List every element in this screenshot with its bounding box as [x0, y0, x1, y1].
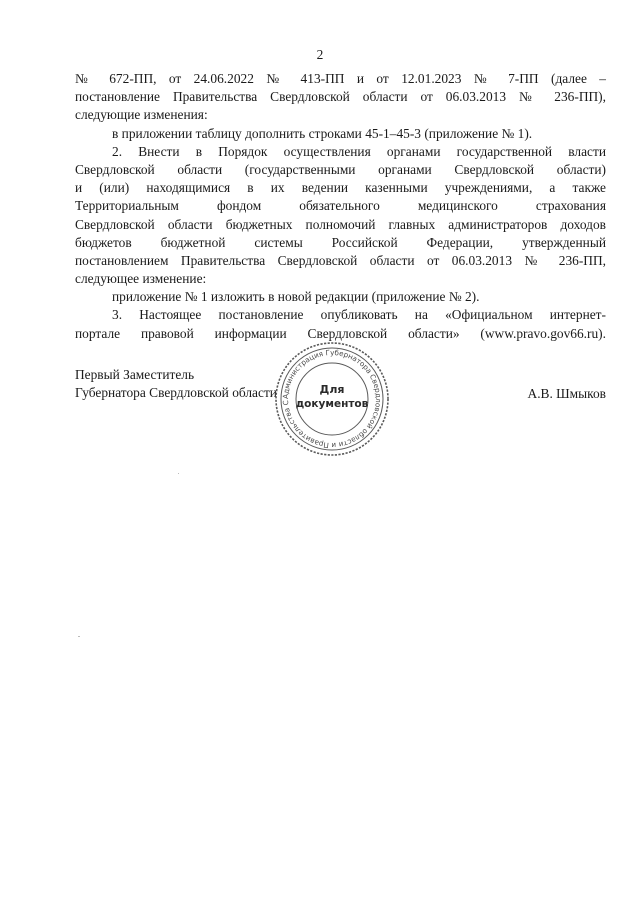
- text-line: и (или) находящимися в их ведении казенными учреждениями, а также: [75, 180, 606, 196]
- page-number: 2: [316, 47, 324, 62]
- text-line: Территориальным фондом обязательного медицинского страхования: [75, 198, 606, 214]
- text-line: 2. Внести в Порядок осуществления органами государственной власти: [112, 143, 606, 159]
- text-line: постановлением Правительства Свердловской области от 06.03.2013 № 236-ПП,: [75, 252, 606, 268]
- text-line: следующее изменение:: [75, 271, 207, 287]
- text-line: портале правовой информации Свердловской области» (www.pravo.gov66.ru).: [75, 325, 606, 341]
- signatory-title-line2: Губернатора Свердловской области: [75, 385, 277, 401]
- text-line: № 672-ПП, от 24.06.2022 № 413-ПП и от 12.01.2023 № 7-ПП (далее –: [75, 71, 606, 86]
- stamp-text-line2: документов: [295, 398, 369, 410]
- signatory-title-line1: Первый Заместитель: [75, 367, 195, 382]
- text-line: постановление Правительства Свердловской области от 06.03.2013 № 236-ПП),: [75, 89, 606, 105]
- text-line: в приложении таблицу дополнить строками 45-1–45-3 (приложение № 1).: [112, 125, 533, 141]
- scan-speck: [178, 473, 179, 474]
- text-line: приложение № 1 изложить в новой редакции (приложение № 2).: [112, 289, 480, 305]
- body-text: [75, 70, 606, 343]
- stamp-text-line1: Для: [319, 383, 345, 396]
- text-line: бюджетов бюджетной системы Российской Федерации, утвержденный: [75, 234, 606, 250]
- signatory-name: А.В. Шмыков: [527, 386, 606, 401]
- scan-speck: [78, 636, 80, 637]
- text-line: Свердловской области (государственными органами Свердловской области): [75, 161, 606, 177]
- text-line: 3. Настоящее постановление опубликовать на «Официальном интернет-: [112, 307, 606, 323]
- text-line: следующие изменения:: [75, 107, 208, 123]
- official-stamp: [273, 340, 391, 458]
- text-line: Свердловской области бюджетных полномочий главных администраторов доходов: [75, 216, 606, 232]
- stamp-ring-text: Администрация Губернатора Свердловской области и Правительства С: [280, 347, 384, 451]
